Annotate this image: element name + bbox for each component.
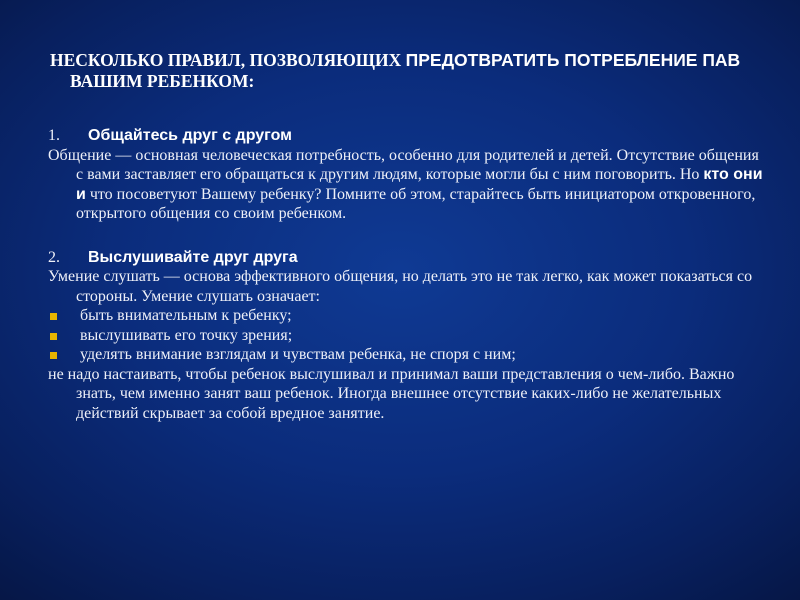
bullet-text: быть внимательным к ребенку; xyxy=(80,307,292,324)
slide-title xyxy=(50,50,770,92)
bullet-item xyxy=(48,306,768,326)
rule-2-number: 2. xyxy=(48,248,60,266)
rule-2-heading-text: Выслушивайте друг друга xyxy=(88,248,298,266)
title-part-3: ВАШИМ РЕБЕНКОМ: xyxy=(70,71,255,91)
bullet-square-icon xyxy=(50,313,57,320)
rule-1-body xyxy=(48,146,768,224)
rule-1-body-bold: кто они и xyxy=(76,166,763,203)
rule-2-heading xyxy=(48,248,768,268)
rule-1-body-text-a: Общение — основная человеческая потребность, особенно для родителей и детей. Отсутствие общения с вами заставляет его обращаться к другим людям, которые могли бы с ним поговорить. Но xyxy=(48,146,759,183)
slide-content xyxy=(48,126,768,423)
rule-1-body-text-b: что посоветуют Вашему ребенку? Помните об этом, старайтесь быть инициатором откровенного, открытого общения со своим ребенком. xyxy=(76,185,756,222)
bullet-item xyxy=(48,345,768,365)
bullet-text: выслушивать его точку зрения; xyxy=(80,326,293,344)
title-part-2-bold: ПРЕДОТВРАТИТЬ ПОТРЕБЛЕНИЕ ПАВ xyxy=(405,50,741,70)
bullet-square-icon xyxy=(50,333,57,340)
rule-1-heading xyxy=(48,126,768,146)
bullet-text: уделять внимание взглядам и чувствам ребенка, не споря с ним; xyxy=(80,346,516,363)
bullet-square-icon xyxy=(50,352,57,359)
rule-2-outro: не надо настаивать, чтобы ребенок выслушивал и принимал ваши представления о чем-либо. Важно знать, чем именно занят ваш ребенок. Иногда внешнее отсутствие каких-либо не желательных действий скрывает за собой вредное занятие. xyxy=(48,365,735,422)
rule-1-number: 1. xyxy=(48,127,60,144)
title-part-1: НЕСКОЛЬКО ПРАВИЛ, ПОЗВОЛЯЮЩИХ xyxy=(50,50,406,70)
bullet-item xyxy=(48,326,768,346)
rule-1-heading-text: Общайтесь друг с другом xyxy=(88,127,292,144)
spacer xyxy=(48,224,768,248)
rule-2-intro: Умение слушать — основа эффективного общения, но делать это не так легко, как может показаться со стороны. Умение слушать означает: xyxy=(48,268,753,305)
